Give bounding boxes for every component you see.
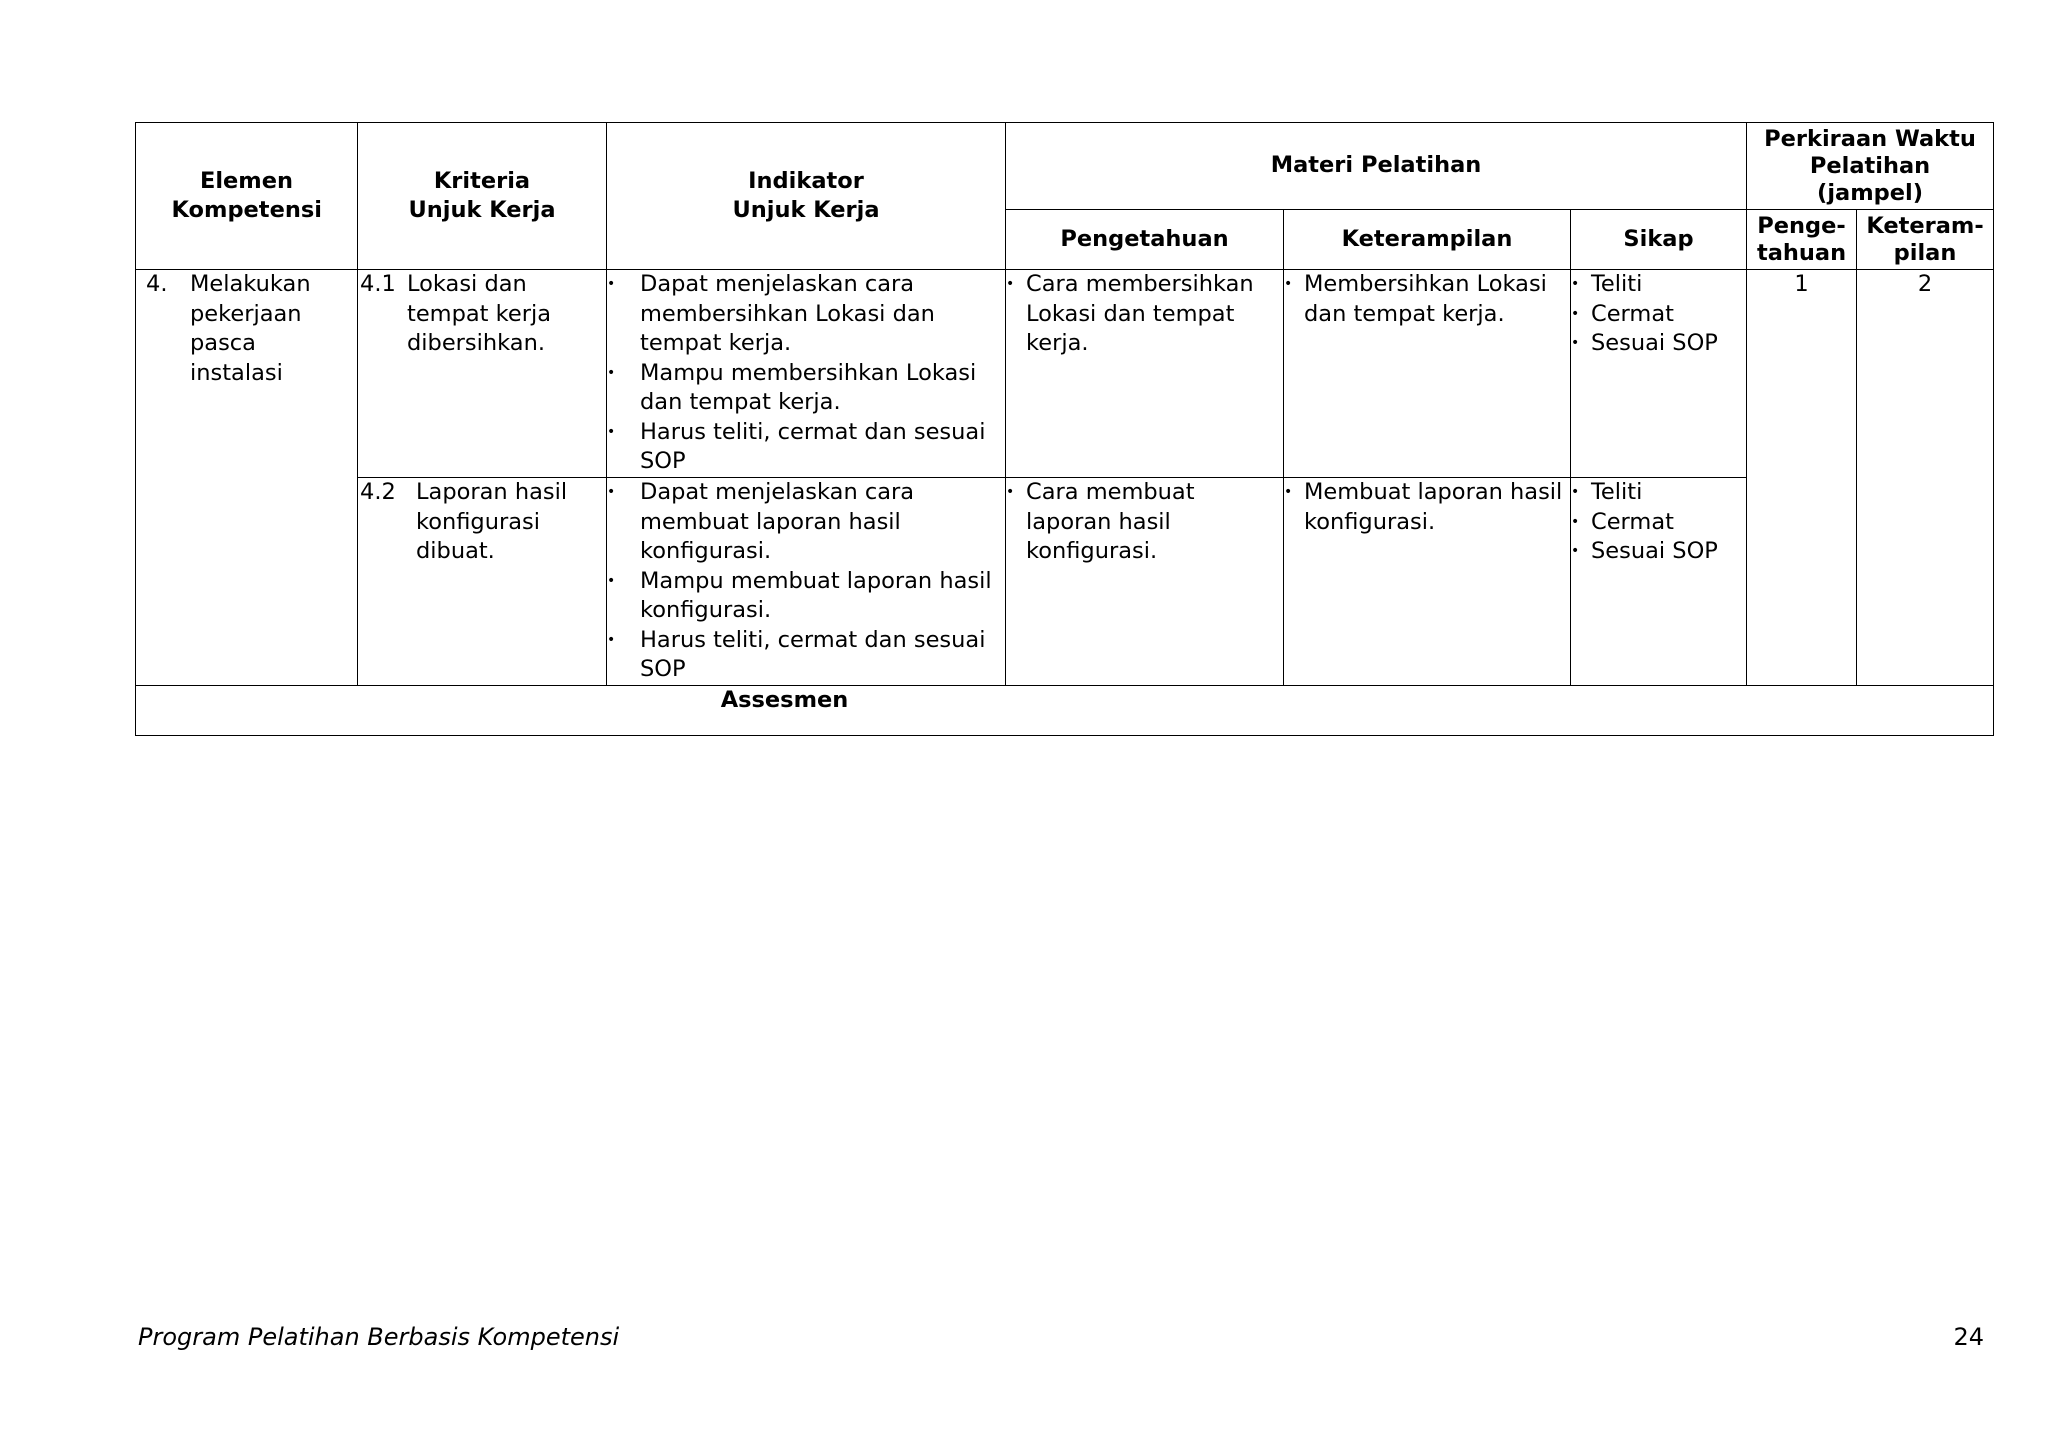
sikap-item: • Sesuai SOP	[1571, 329, 1746, 359]
keterampilan-item: • Membersihkan Lokasi dan tempat kerja.	[1284, 270, 1570, 329]
indikator-item: • Harus teliti, cermat dan sesuai SOP	[607, 418, 1005, 477]
keterampilan-item: • Membuat laporan hasil konfigurasi.	[1284, 478, 1570, 537]
indikator-cell-1	[607, 270, 1006, 478]
header-elemen-kompetensi: Elemen Kompetensi	[136, 123, 358, 270]
header-sikap: Sikap	[1571, 210, 1747, 270]
sikap-cell-2	[1571, 478, 1747, 686]
header-keterampilan: Keterampilan	[1284, 210, 1571, 270]
sikap-item: • Sesuai SOP	[1571, 537, 1746, 567]
header-jampel-keterampilan: Keteram-pilan	[1857, 210, 1994, 270]
jampel-pengetahuan-value: 1	[1747, 270, 1857, 686]
jampel-keterampilan-value: 2	[1857, 270, 1994, 686]
kriteria-number: 4.2	[360, 479, 396, 505]
indikator-item: • Dapat menjelaskan cara membuat laporan hasil konfigurasi.	[607, 478, 1005, 567]
footer-title: Program Pelatihan Berbasis Kompetensi	[138, 1323, 620, 1351]
pengetahuan-item: • Cara membersihkan Lokasi dan tempat kerja.	[1006, 270, 1283, 359]
header-perkiraan-waktu: Perkiraan Waktu Pelatihan (jampel)	[1747, 123, 1994, 210]
header-pengetahuan: Pengetahuan	[1006, 210, 1284, 270]
kriteria-cell-1	[358, 270, 607, 478]
header-indikator-unjuk-kerja: Indikator Unjuk Kerja	[607, 123, 1006, 270]
indikator-cell-2	[607, 478, 1006, 686]
keterampilan-cell-1	[1284, 270, 1571, 478]
keterampilan-cell-2	[1284, 478, 1571, 686]
competency-table	[135, 122, 1994, 736]
header-materi-pelatihan: Materi Pelatihan	[1006, 123, 1747, 210]
kriteria-text: Lokasi dan tempat kerja dibersihkan.	[407, 271, 551, 356]
indikator-item: • Dapat menjelaskan cara membersihkan Lokasi dan tempat kerja.	[607, 270, 1005, 359]
elemen-number: 4.	[146, 271, 168, 297]
kriteria-cell-2	[358, 478, 607, 686]
elemen-title: Melakukan pekerjaan pasca instalasi	[190, 271, 311, 386]
pengetahuan-cell-2	[1006, 478, 1284, 686]
indikator-item: • Harus teliti, cermat dan sesuai SOP	[607, 626, 1005, 685]
sikap-item: • Cermat	[1571, 300, 1746, 330]
header-jampel-pengetahuan: Penge-tahuan	[1747, 210, 1857, 270]
indikator-item: • Mampu membersihkan Lokasi dan tempat kerja.	[607, 359, 1005, 418]
sikap-cell-1	[1571, 270, 1747, 478]
pengetahuan-cell-1	[1006, 270, 1284, 478]
sikap-item: • Teliti	[1571, 270, 1746, 300]
header-kriteria-unjuk-kerja: Kriteria Unjuk Kerja	[358, 123, 607, 270]
kriteria-text: Laporan hasil konfigurasi dibuat.	[416, 479, 568, 564]
page-number: 24	[1953, 1323, 1984, 1351]
kriteria-number: 4.1	[360, 271, 396, 297]
sikap-item: • Cermat	[1571, 508, 1746, 538]
indikator-item: • Mampu membuat laporan hasil konfigurasi.	[607, 567, 1005, 626]
sikap-item: • Teliti	[1571, 478, 1746, 508]
assessment-label: Assesmen	[720, 687, 849, 713]
pengetahuan-item: • Cara membuat laporan hasil konfigurasi.	[1006, 478, 1283, 567]
elemen-cell	[136, 270, 358, 686]
assessment-row	[136, 686, 1994, 736]
